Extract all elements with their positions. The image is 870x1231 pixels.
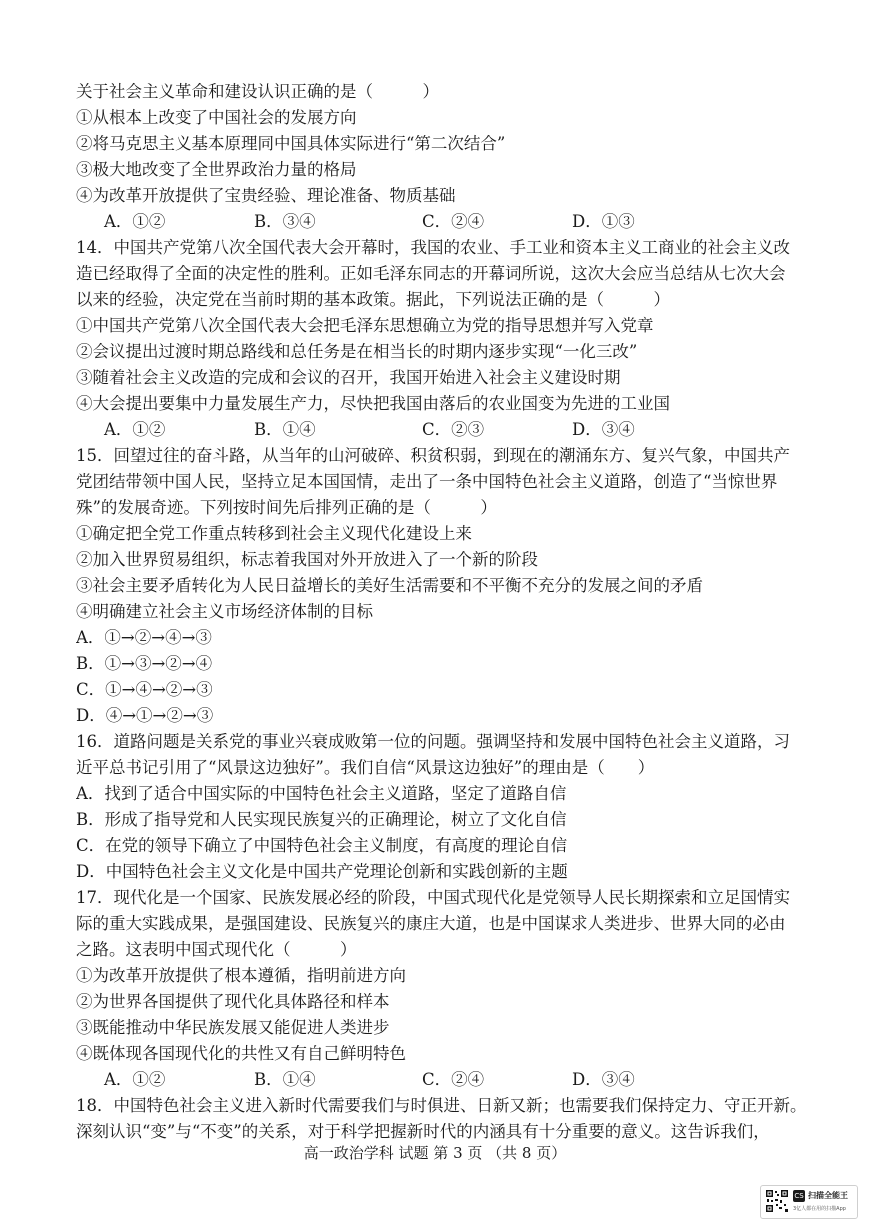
q17-option-a: A．①②	[104, 1070, 166, 1089]
q13-statement-3: ③极大地改变了全世界政治力量的格局	[76, 160, 357, 179]
q17-statement-2: ②为世界各国提供了现代化具体路径和样本	[76, 992, 390, 1011]
q13-statement-4: ④为改革开放提供了宝贵经验、理论准备、物质基础	[76, 186, 456, 205]
question-14-stem-line-2: 造已经取得了全面的决定性的胜利。正如毛泽东同志的开幕词所说，这次大会应当总结从七次大会	[76, 264, 786, 283]
q15-statement-3: ③社会主要矛盾转化为人民日益增长的美好生活需要和不平衡不充分的发展之间的矛盾	[76, 576, 703, 595]
q14-statement-3: ③随着社会主义改造的完成和会议的召开，我国开始进入社会主义建设时期	[76, 368, 621, 387]
q17-statement-1: ①为改革开放提供了根本遵循，指明前进方向	[76, 966, 406, 985]
qr-code-icon	[765, 1189, 789, 1213]
q13-statement-2: ②将马克思主义基本原理同中国具体实际进行“第二次结合”	[76, 134, 506, 153]
q17-option-c: C．②④	[422, 1070, 485, 1089]
q14-option-b: B．①④	[254, 420, 316, 439]
q17-statement-4: ④既体现各国现代化的共性又有自己鲜明特色	[76, 1044, 406, 1063]
q15-option-a: A．①→②→④→③	[76, 628, 212, 647]
q16-option-d: D．中国特色社会主义文化是中国共产党理论创新和实践创新的主题	[76, 862, 568, 881]
question-14-stem-line-3: 以来的经验，决定党在当前时期的基本政策。据此，下列说法正确的是（ ）	[76, 290, 670, 309]
q15-option-d: D．④→①→②→③	[76, 706, 214, 725]
q14-option-d: D．③④	[572, 420, 635, 439]
question-17-stem-line-1: 17．现代化是一个国家、民族发展必经的阶段，中国式现代化是党领导人民长期探索和立足国情实	[76, 888, 790, 907]
q15-statement-1: ①确定把全党工作重点转移到社会主义现代化建设上来	[76, 524, 472, 543]
q15-statement-4: ④明确建立社会主义市场经济体制的目标	[76, 602, 373, 621]
q15-option-b: B．①→③→②→④	[76, 654, 213, 673]
q13-option-b: B．③④	[254, 212, 316, 231]
question-18-stem-line-1: 18．中国特色社会主义进入新时代需要我们与时俱进、日新又新；也需要我们保持定力、守正开新。	[76, 1096, 807, 1115]
camscanner-tagline: 3亿人都在用的扫描App	[793, 1206, 846, 1212]
question-16-stem-line-1: 16．道路问题是关系党的事业兴衰成败第一位的问题。强调坚持和发展中国特色社会主义道路，习	[76, 732, 790, 751]
q15-option-c: C．①→④→②→③	[76, 680, 213, 699]
q17-statement-3: ③既能推动中华民族发展又能促进人类进步	[76, 1018, 390, 1037]
q14-statement-1: ①中国共产党第八次全国代表大会把毛泽东思想确立为党的指导思想并写入党章	[76, 316, 654, 335]
q13-option-c: C．②④	[422, 212, 485, 231]
q13-statement-1: ①从根本上改变了中国社会的发展方向	[76, 108, 357, 127]
question-17-stem-line-2: 际的重大实践成果，是强国建设、民族复兴的康庄大道，也是中国谋求人类进步、世界大同的必由	[76, 914, 786, 933]
question-17-stem-line-3: 之路。这表明中国式现代化（ ）	[76, 940, 357, 959]
question-13-stem: 关于社会主义革命和建设认识正确的是（ ）	[76, 82, 439, 101]
q14-statement-2: ②会议提出过渡时期总路线和总任务是在相当长的时期内逐步实现“一化三改”	[76, 342, 638, 361]
q15-statement-2: ②加入世界贸易组织，标志着我国对外开放进入了一个新的阶段	[76, 550, 538, 569]
q14-statement-4: ④大会提出要集中力量发展生产力，尽快把我国由落后的农业国变为先进的工业国	[76, 394, 670, 413]
camscanner-watermark	[760, 1185, 858, 1219]
camscanner-logo-icon: CS	[794, 1192, 804, 1200]
q14-option-c: C．②③	[422, 420, 485, 439]
question-14-stem-line-1: 14．中国共产党第八次全国代表大会开幕时，我国的农业、手工业和资本主义工商业的社会主义改	[76, 238, 790, 257]
question-15-stem-line-1: 15．回望过往的奋斗路，从当年的山河破碎、积贫积弱，到现在的潮涌东方、复兴气象，中国共产	[76, 446, 790, 465]
q14-option-a: A．①②	[104, 420, 166, 439]
q16-option-b: B．形成了指导党和人民实现民族复兴的正确理论，树立了文化自信	[76, 810, 567, 829]
question-15-stem-line-3: 殊”的发展奇迹。下列按时间先后排列正确的是（ ）	[76, 498, 497, 517]
q16-option-c: C．在党的领导下确立了中国特色社会主义制度，有高度的理论自信	[76, 836, 568, 855]
question-16-stem-line-2: 近平总书记引用了“风景这边独好”。我们自信“风景这边独好”的理由是（ ）	[76, 758, 655, 777]
question-15-stem-line-2: 党团结带领中国人民，坚持立足本国国情，走出了一条中国特色社会主义道路，创造了“当惊世界	[76, 472, 778, 491]
q13-option-a: A．①②	[104, 212, 166, 231]
question-18-stem-line-2: 深刻认识“变”与“不变”的关系，对于科学把握新时代的内涵具有十分重要的意义。这告诉我们，	[76, 1122, 770, 1141]
page-footer: 高一政治学科 试题 第 3 页 （共 8 页）	[303, 1144, 567, 1162]
q17-option-d: D．③④	[572, 1070, 635, 1089]
camscanner-name: 扫描全能王	[808, 1191, 848, 1200]
q16-option-a: A．找到了适合中国实际的中国特色社会主义道路，坚定了道路自信	[76, 784, 567, 803]
q13-option-d: D．①③	[572, 212, 635, 231]
q17-option-b: B．①④	[254, 1070, 316, 1089]
